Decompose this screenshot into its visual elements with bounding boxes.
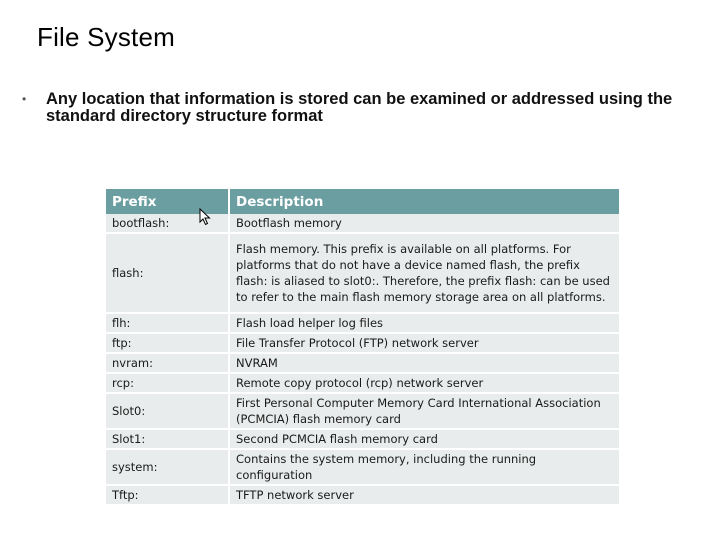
cell-description: Contains the system memory, including the running configuration — [229, 449, 619, 485]
slide-title: File System — [37, 22, 176, 52]
table-row — [106, 429, 619, 449]
cell-prefix: rcp: — [106, 373, 229, 393]
cell-prefix: Slot0: — [106, 393, 229, 429]
cell-prefix: flh: — [106, 313, 229, 333]
table-row — [106, 393, 619, 429]
cell-prefix: Slot1: — [106, 429, 229, 449]
table-row — [106, 333, 619, 353]
table-row — [106, 485, 619, 504]
cell-description: NVRAM — [229, 353, 619, 373]
mouse-pointer-icon — [199, 208, 211, 226]
cell-description: Bootflash memory — [229, 214, 619, 233]
cell-prefix: system: — [106, 449, 229, 485]
cell-prefix: flash: — [106, 233, 229, 313]
prefix-table — [106, 189, 619, 504]
cell-description: Second PCMCIA flash memory card — [229, 429, 619, 449]
table-row — [106, 373, 619, 393]
cell-description: File Transfer Protocol (FTP) network server — [229, 333, 619, 353]
header-row — [106, 189, 619, 214]
table-row — [106, 449, 619, 485]
table-body — [106, 214, 619, 504]
table-row — [106, 313, 619, 333]
bullet-glyph: • — [22, 92, 27, 106]
cell-description: Flash load helper log files — [229, 313, 619, 333]
cell-prefix: nvram: — [106, 353, 229, 373]
header-prefix: Prefix — [106, 189, 229, 214]
cell-prefix: bootflash: — [106, 214, 229, 233]
bullet-text: Any location that information is stored can be examined or addressed using the standard directory structure format — [46, 90, 673, 125]
prefix-table-container — [106, 189, 619, 504]
cell-prefix: ftp: — [106, 333, 229, 353]
cell-description: TFTP network server — [229, 485, 619, 504]
table-header — [106, 189, 619, 214]
header-description: Description — [229, 189, 619, 214]
cell-description: Flash memory. This prefix is available on all platforms. For platforms that do not have a device named flash, the prefix flash: is aliased to slot0:. Therefore, the prefix flash: can be used to refer to the main flash memory storage area on all platforms. — [229, 233, 619, 313]
cell-description: First Personal Computer Memory Card International Association (PCMCIA) flash memory card — [229, 393, 619, 429]
cell-description: Remote copy protocol (rcp) network server — [229, 373, 619, 393]
table-row — [106, 214, 619, 233]
cell-prefix: Tftp: — [106, 485, 229, 504]
table-row — [106, 353, 619, 373]
table-row — [106, 233, 619, 313]
